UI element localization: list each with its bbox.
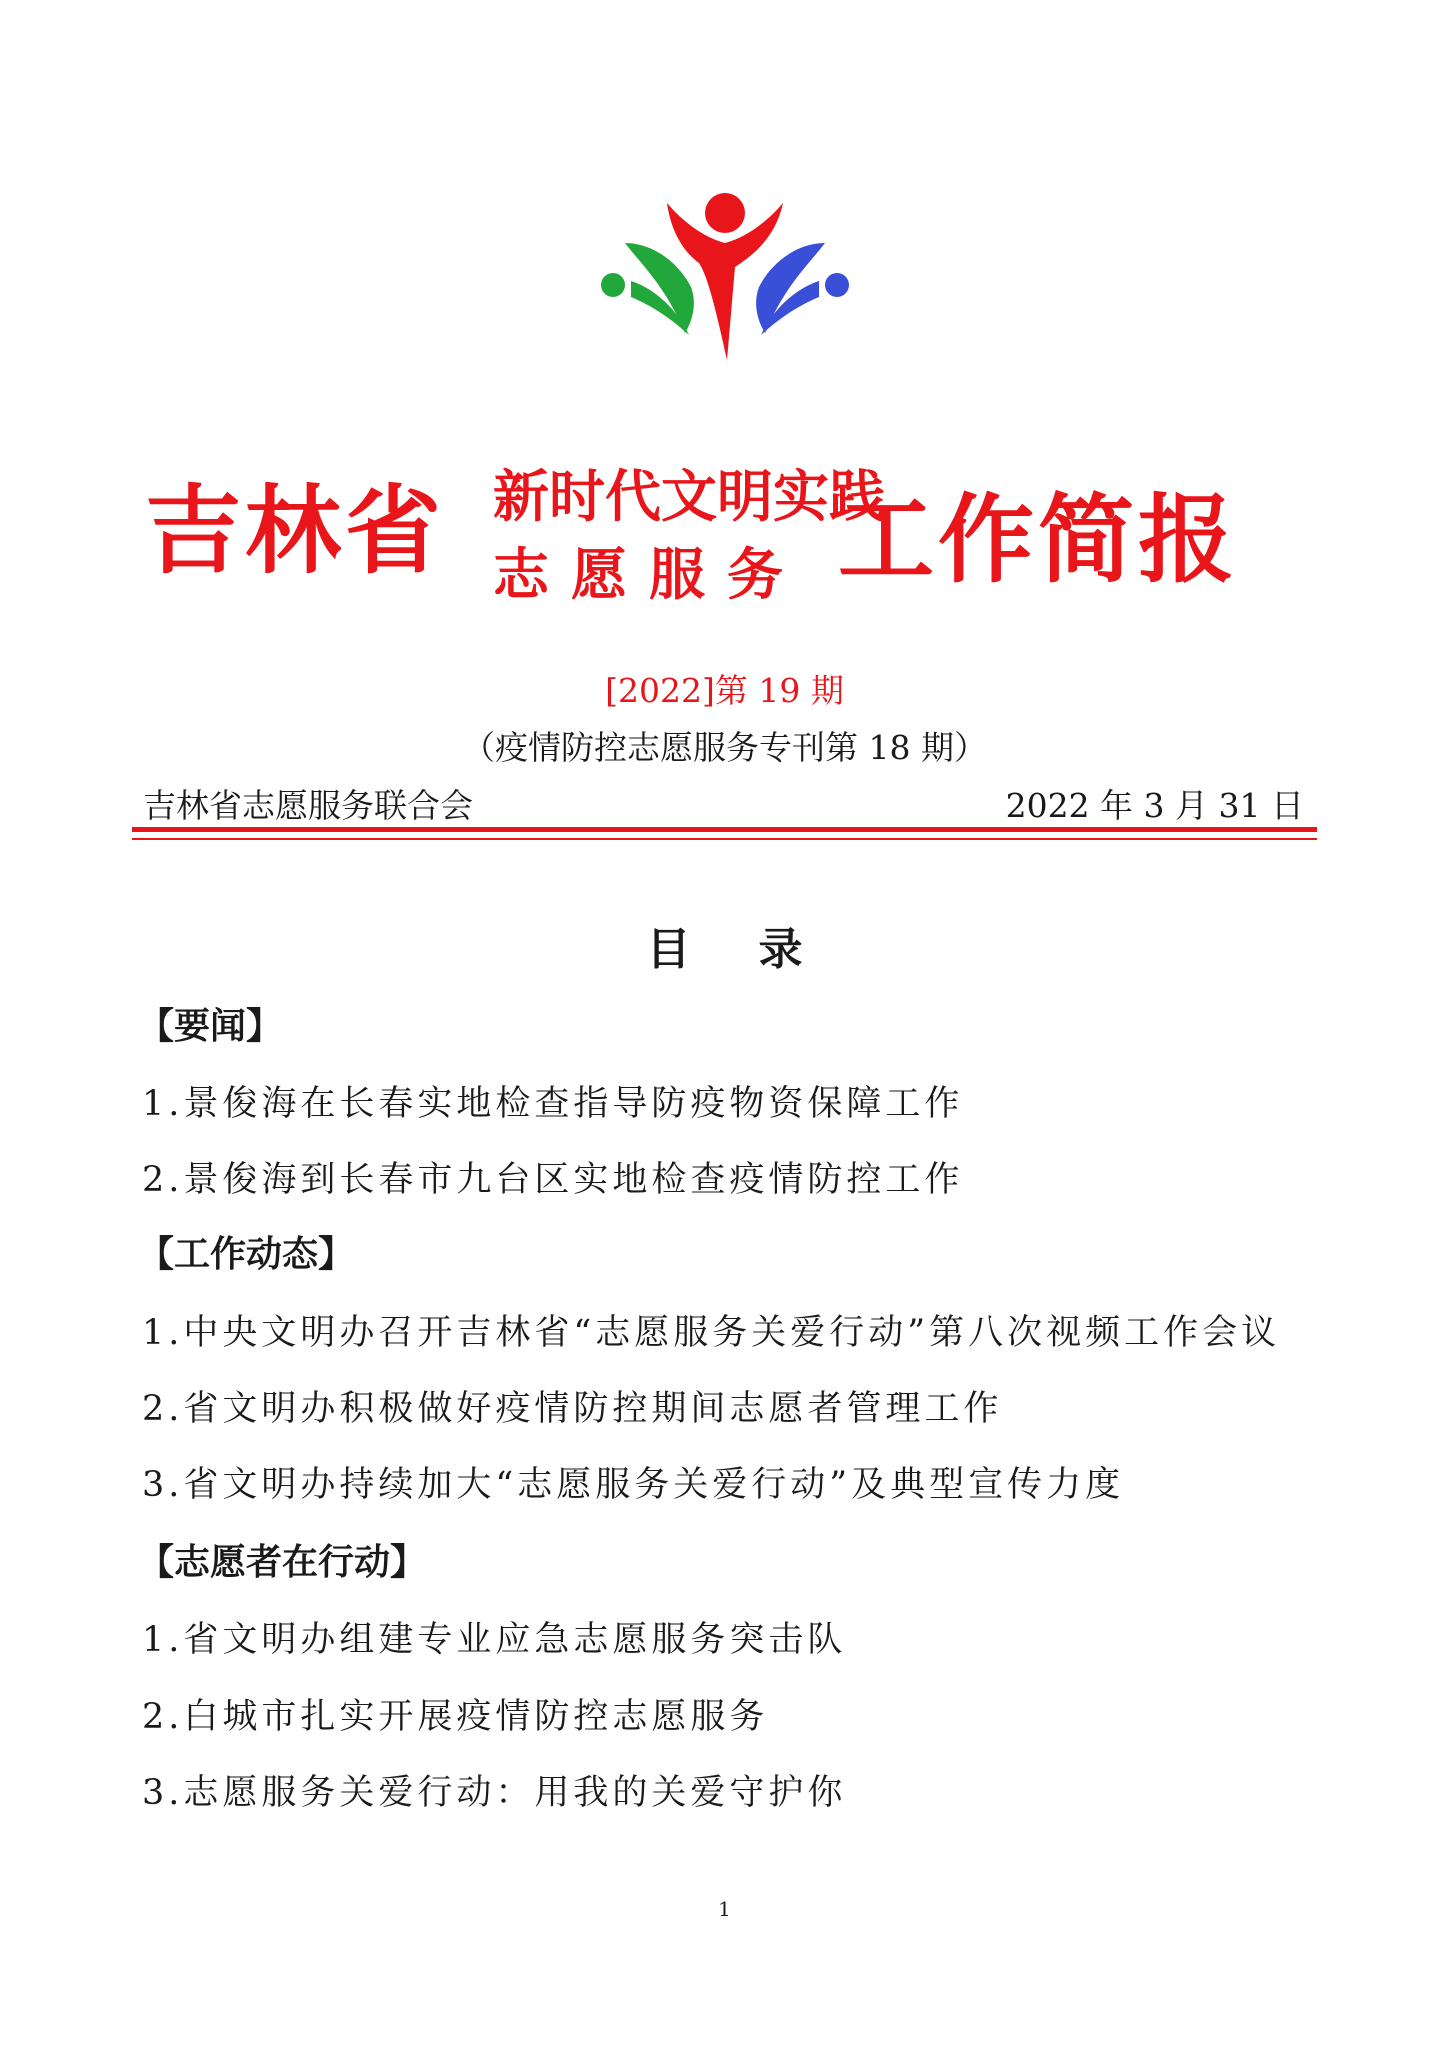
- masthead-subtitle-line1: 新时代文明实践: [493, 465, 885, 530]
- header-divider-thick: [132, 827, 1317, 832]
- header-divider-thin: [132, 838, 1317, 840]
- toc-item[interactable]: 3.省文明办持续加大“志愿服务关爱行动”及典型宣传力度: [142, 1465, 1125, 1505]
- issue-number: [2022]第 19 期: [605, 671, 844, 710]
- toc-title: 目录: [646, 924, 871, 975]
- special-issue-note: （疫情防控志愿服务专刊第 18 期）: [462, 728, 987, 767]
- toc-item[interactable]: 1.省文明办组建专业应急志愿服务突击队: [142, 1620, 847, 1660]
- volunteer-logo-icon: [595, 185, 855, 360]
- page-number: 1: [718, 1897, 731, 1921]
- toc-item[interactable]: 1.中央文明办召开吉林省“志愿服务关爱行动”第八次视频工作会议: [142, 1313, 1281, 1353]
- toc-section-heading: 【要闻】: [138, 1006, 283, 1047]
- toc-item[interactable]: 1.景俊海在长春实地检查指导防疫物资保障工作: [142, 1084, 964, 1124]
- masthead-subtitle-line2: 志愿服务: [493, 543, 805, 608]
- publication-date: 2022 年 3 月 31 日: [1005, 786, 1304, 825]
- toc-section-heading: 【志愿者在行动】: [138, 1542, 427, 1583]
- toc-item[interactable]: 3.志愿服务关爱行动：用我的关爱守护你: [142, 1773, 847, 1813]
- toc-item[interactable]: 2.省文明办积极做好疫情防控期间志愿者管理工作: [142, 1389, 1003, 1429]
- publisher: 吉林省志愿服务联合会: [143, 786, 473, 825]
- toc-item[interactable]: 2.白城市扎实开展疫情防控志愿服务: [142, 1697, 769, 1737]
- toc-section-heading: 【工作动态】: [138, 1234, 355, 1275]
- toc-item[interactable]: 2.景俊海到长春市九台区实地检查疫情防控工作: [142, 1160, 964, 1200]
- masthead-title: 工作简报: [838, 484, 1238, 596]
- masthead-province: 吉林省: [145, 475, 445, 587]
